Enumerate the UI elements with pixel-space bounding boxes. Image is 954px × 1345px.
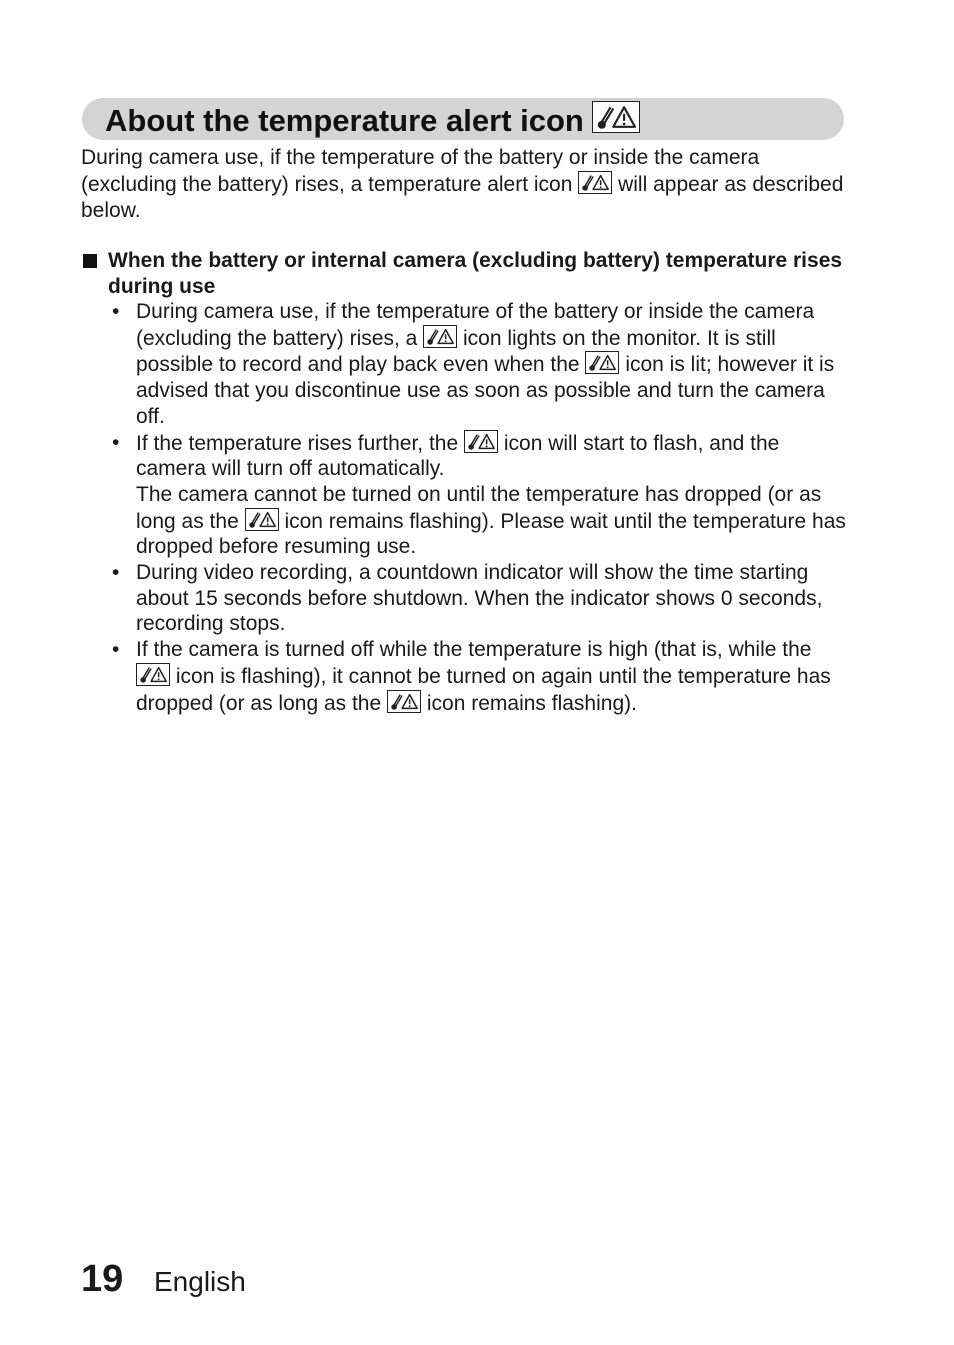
thermometer-warning-icon: [578, 171, 612, 194]
bullet-text: icon lights on the monitor. It is still possible to record and play back even when the: [136, 326, 776, 377]
thermometer-warning-icon: [585, 351, 619, 374]
bullet-text: The camera cannot be turned on until the temperature has dropped (or as long as the: [136, 482, 822, 533]
bullet-dot: •: [112, 430, 120, 454]
section-heading: [81, 248, 851, 300]
section-title-bar: [82, 98, 844, 140]
list-item: [81, 430, 851, 561]
thermometer-warning-icon: [136, 663, 170, 686]
bullet-text: icon will start to flash, and the camera will turn off automatically.: [136, 431, 780, 481]
bullet-dot: •: [112, 638, 120, 662]
bullet-dot: •: [112, 300, 120, 323]
intro-paragraph: [81, 145, 851, 224]
bullet-text: icon remains flashing). Please wait until the temperature has dropped before resuming use.: [136, 509, 846, 559]
intro-text-1: During camera use, if the temperature of the battery or inside the camera (excluding the battery) rises, a temperature alert icon: [81, 146, 760, 196]
list-item: [81, 560, 851, 637]
bullet-text: During video recording, a countdown indicator will show the time starting about 15 seconds before shutdown. When the indicator shows 0 seconds, recording stops.: [136, 561, 823, 636]
page-title-text: About the temperature alert icon: [105, 103, 584, 138]
bullet-text: icon remains flashing).: [426, 691, 637, 715]
thermometer-warning-icon: [245, 508, 279, 531]
bullet-text: icon is lit; however it is advised that you discontinue use as soon as possible and turn the camera off.: [136, 353, 835, 428]
bullet-text: icon is flashing), it cannot be turned on again until the temperature has dropped (or as long as the: [136, 664, 831, 715]
bullet-text: During camera use, if the temperature of the battery or inside the camera (excluding the battery) rises, a: [136, 300, 815, 350]
square-bullet-icon: [83, 254, 97, 268]
bullet-text: If the temperature rises further, the: [136, 431, 459, 455]
thermometer-warning-icon: [592, 101, 640, 133]
thermometer-warning-icon: [387, 690, 421, 713]
list-item: [81, 299, 851, 430]
bullet-list: [81, 299, 851, 716]
page-language: English: [154, 1266, 246, 1297]
bullet-dot: •: [112, 561, 120, 585]
page-title: [105, 101, 640, 139]
page-number: 19: [81, 1258, 124, 1300]
intro-text-2: will appear as described below.: [81, 173, 844, 222]
bullet-text: If the camera is turned off while the temperature is high (that is, while the: [136, 638, 812, 662]
list-item: [81, 637, 851, 716]
thermometer-warning-icon: [464, 430, 498, 453]
section-heading-text: When the battery or internal camera (excluding battery) temperature rises during use: [108, 249, 843, 298]
thermometer-warning-icon: [423, 325, 457, 348]
